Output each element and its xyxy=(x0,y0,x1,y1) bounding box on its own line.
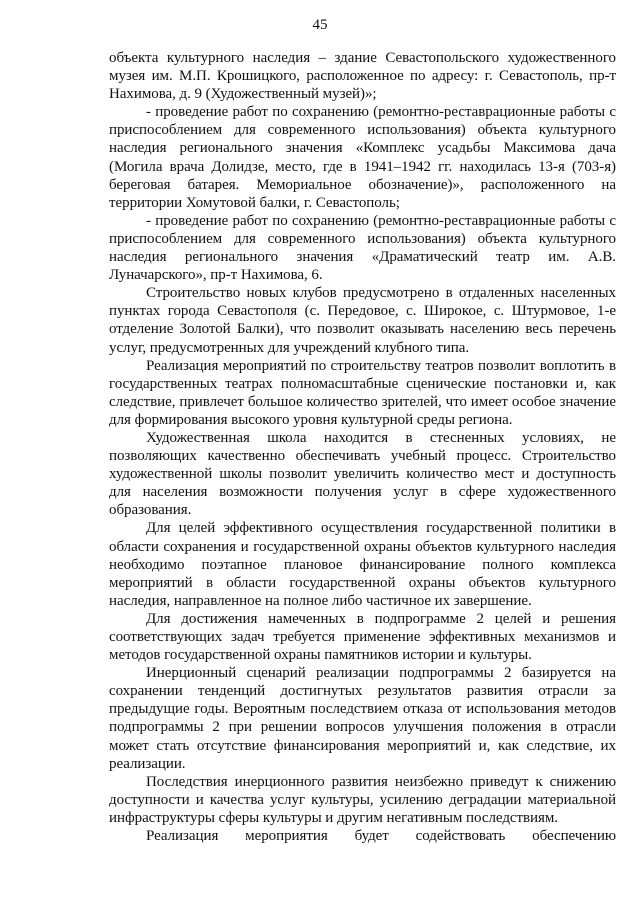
document-body xyxy=(109,49,616,845)
paragraph-theatres: Реализация мероприятий по строительству театров позволит воплотить в государственных театрах полномасштабные сценические постановки и, как следствие, привлечет большое количество зрителей, что имеет особое значение для формирования высокого уровня культурной среды региона. xyxy=(109,357,616,428)
paragraph-goals: Для достижения намеченных в подпрограмме 2 целей и решения соответствующих задач требуется применение эффективных механизмов и методов государственной охраны памятников истории и культуры. xyxy=(109,610,616,664)
paragraph-state-policy: Для целей эффективного осуществления государственной политики в области сохранения и государственной охраны объектов культурного наследия необходимо поэтапное плановое финансирование полного комплекса мероприятий в области государственной охраны объектов культурного наследия, направленное на полное либо частичное их завершение. xyxy=(109,520,616,609)
paragraph-art-school: Художественная школа находится в стесненных условиях, не позволяющих качественно обеспечивать учебный процесс. Строительство художественной школы позволит увеличить количество мест и доступность для населения возможности получения услуг в сфере художественного образования. xyxy=(109,429,616,519)
paragraph-continuation: объекта культурного наследия – здание Севастопольского художественного музея им. М.П. Крошицкого, расположенное по адресу: г. Севастополь, пр-т Нахимова, д. 9 (Художественный музей)»; xyxy=(109,50,616,103)
page-number: 45 xyxy=(312,17,328,33)
paragraph-bullet-restoration-lunacharsky-theatre: - проведение работ по сохранению (ремонтно-реставрационные работы с приспособлением для современного использования) объекта культурного наследия регионального значения «Драматический театр им. А.В. Луначарского», пр-т Нахимова, 6. xyxy=(109,212,616,284)
paragraph-bullet-restoration-maksimova-dacha: - проведение работ по сохранению (ремонтно-реставрационные работы с приспособлением для современного использования) объекта культурного наследия регионального значения «Комплекс усадьбы Максимова дача (Могила врача Долидзе, место, где в 1941–1942 гг. находилась 13-я (703-я) береговая батарея. Мемориальное обозначение)», расположенного на территории Хомутовой балки, г. Севастополь; xyxy=(109,104,616,211)
paragraph-consequences: Последствия инерционного развития неизбежно приведут к снижению доступности и качества услуг культуры, усилению деградации материальной инфраструктуры сферы культуры и другим негативным последствиям. xyxy=(109,773,616,826)
paragraph-new-clubs: Строительство новых клубов предусмотрено в отдаленных населенных пунктах города Севастополя (с. Передовое, с. Широкое, с. Штурмовое, 1-е отделение Золотой Балки), что позволит оказывать населению весь перечень услуг, предусмотренных для учреждений клубного типа. xyxy=(109,285,616,356)
paragraph-truncated: Реализация мероприятия будет содействовать обеспечению xyxy=(146,828,616,845)
paragraph-inertial-scenario: Инерционный сценарий реализации подпрограммы 2 базируется на сохранении тенденций достигнутых результатов развития отрасли за предыдущие годы. Вероятным последствием отказа от использования методов подпрограммы 2 при решении вопросов улучшения положения в отрасли может стать отсутствие финансирования мероприятий и, как следствие, их реализации. xyxy=(109,665,616,772)
